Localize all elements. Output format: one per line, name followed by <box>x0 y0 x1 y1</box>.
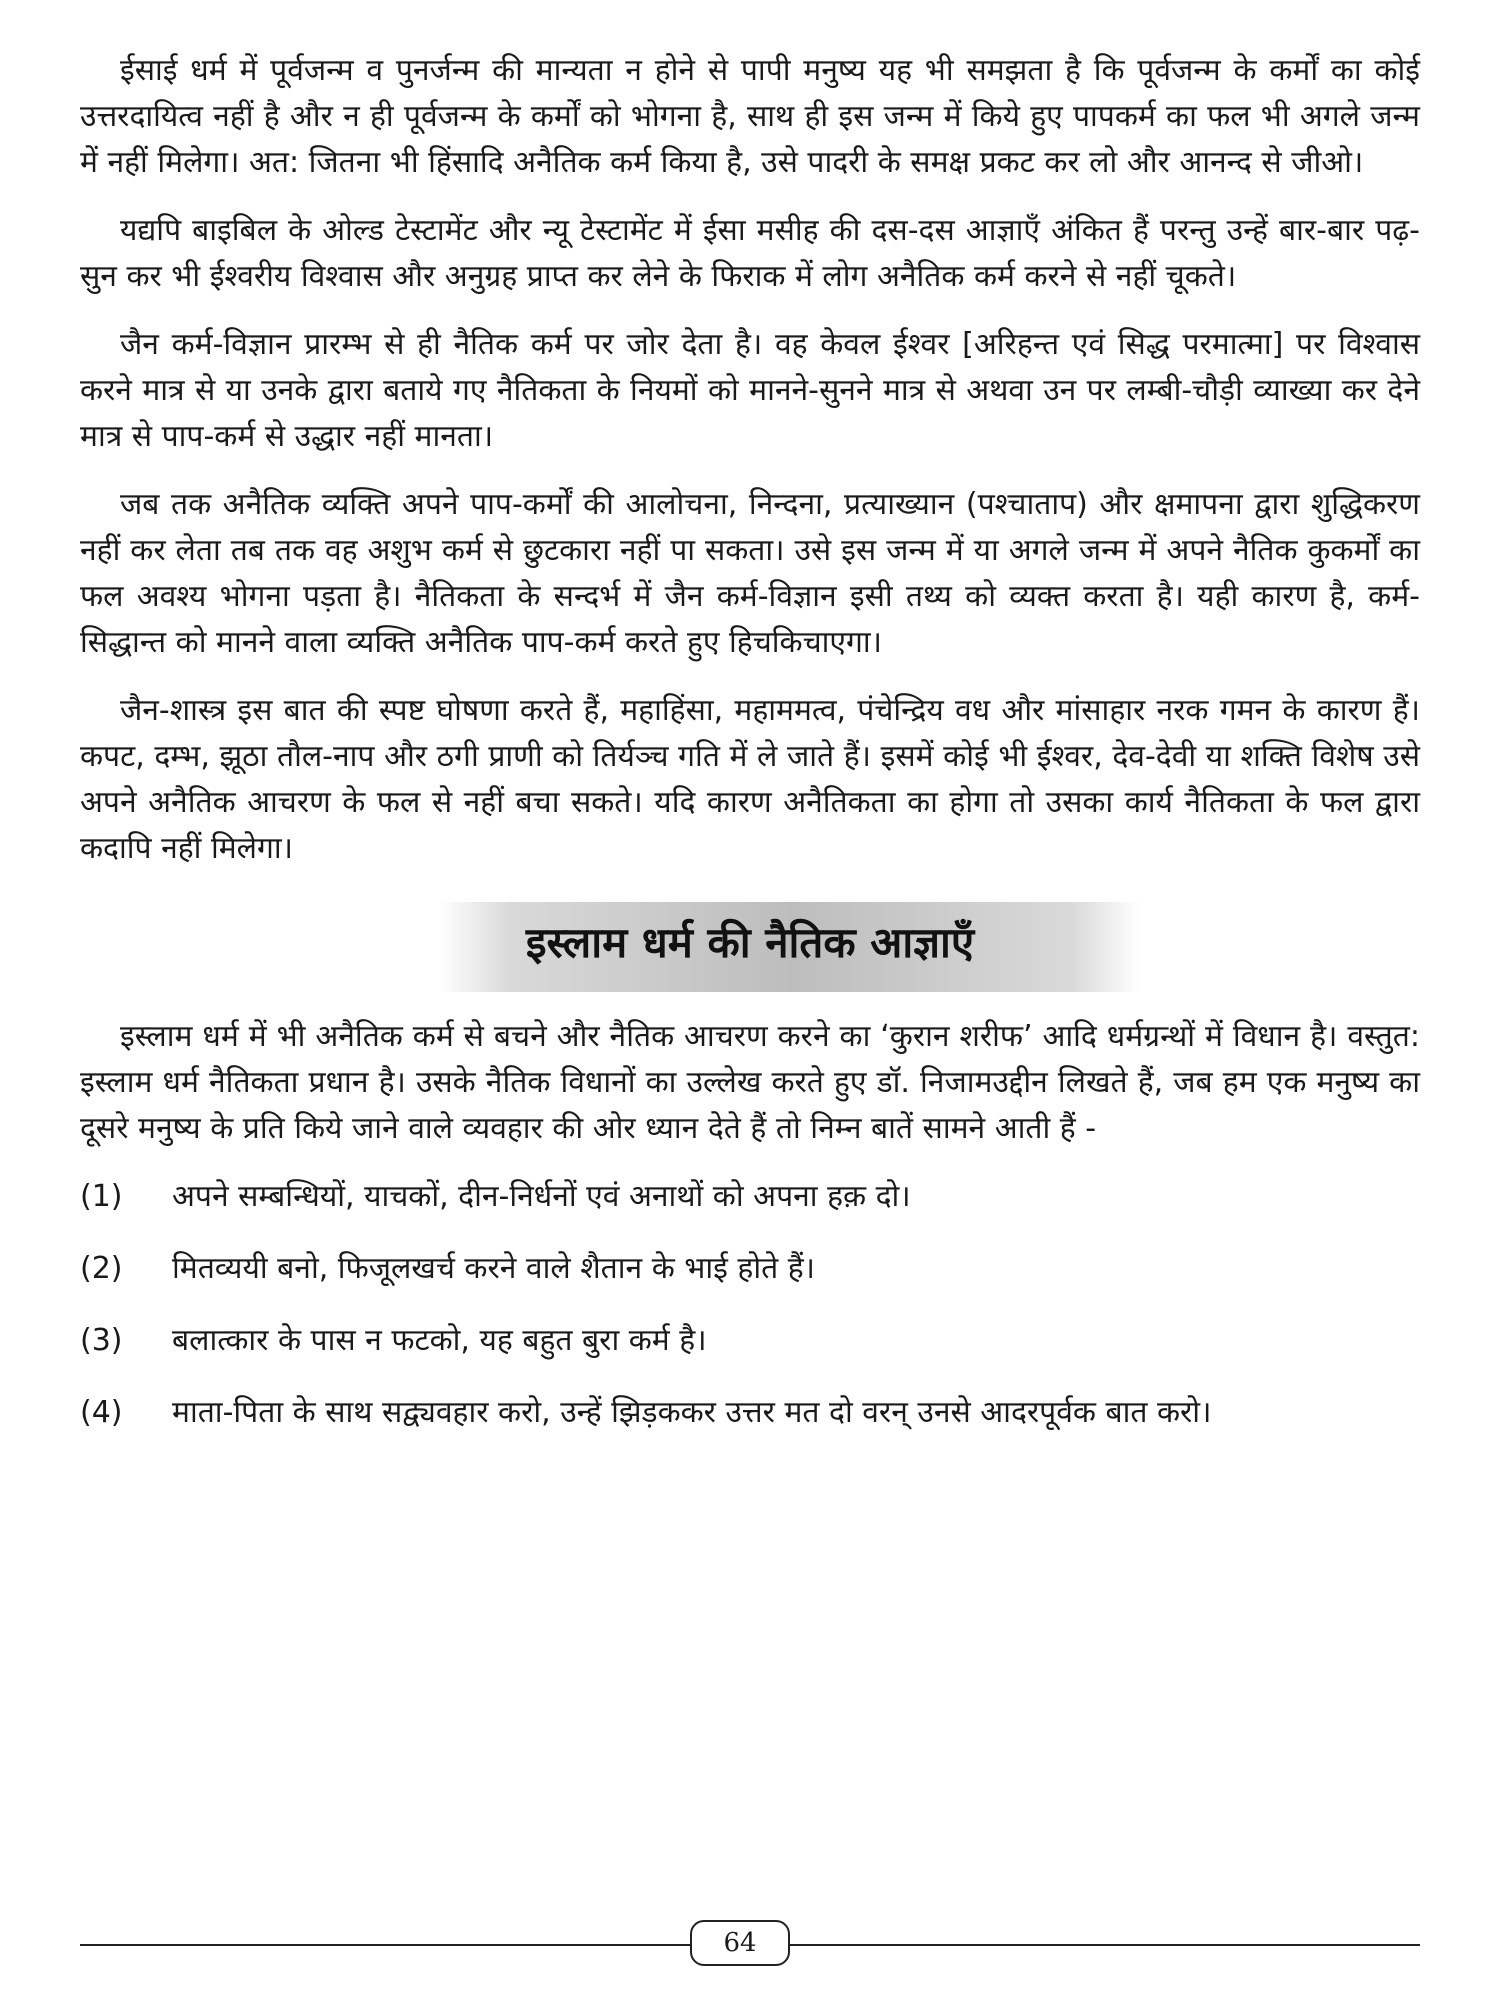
paragraph-jain-karma-science: जैन कर्म-विज्ञान प्रारम्भ से ही नैतिक कर्म पर जोर देता है। वह केवल ईश्वर [अरिहन्त एवं सिद्ध परमात्मा] पर विश्वास करने मात्र से या उनके द्वारा बताये गए नैतिकता के नियमों को मानने-सुनने मात्र से अथवा उन पर लम्बी-चौड़ी व्याख्या कर देने मात्र से पाप-कर्म से उद्धार नहीं मानता। <box>80 327 1420 454</box>
list-item-number: (3) <box>80 1323 123 1358</box>
paragraph-jain-scriptures: जैन-शास्त्र इस बात की स्पष्ट घोषणा करते हैं, महाहिंसा, महाममत्व, पंचेन्द्रिय वध और मांसाहार नरक गमन के कारण हैं। कपट, दम्भ, झूठा तौल-नाप और ठगी प्राणी को तिर्यञ्च गति में ले जाते हैं। इसमें कोई भी ईश्वर, देव-देवी या शक्ति विशेष उसे अपने अनैतिक आचरण के फल से नहीं बचा सकते। यदि कारण अनैतिकता का होगा तो उसका कार्य नैतिकता के फल द्वारा कदापि नहीं मिलेगा। <box>80 693 1420 866</box>
list-item-number: (4) <box>80 1395 123 1430</box>
list-item-number: (2) <box>80 1251 123 1286</box>
list-item-text: मितव्ययी बनो, फिजूलखर्च करने वाले शैतान के भाई होते हैं। <box>172 1251 816 1286</box>
paragraph-christianity-rebirth: ईसाई धर्म में पूर्वजन्म व पुनर्जन्म की मान्यता न होने से पापी मनुष्य यह भी समझता है कि पूर्वजन्म के कर्मों का कोई उत्तरदायित्व नहीं है और न ही पूर्वजन्म के कर्मों को भोगना है, साथ ही इस जन्म में किये हुए पापकर्म का फल भी अगले जन्म में नहीं मिलेगा। अत: जितना भी हिंसादि अनैतिक कर्म किया है, उसे पादरी के समक्ष प्रकट कर लो और आनन्द से जीओ। <box>80 53 1420 180</box>
page-footer <box>80 1920 1420 1970</box>
list-item-text: अपने सम्बन्धियों, याचकों, दीन-निर्धनों एवं अनाथों को अपना हक़ दो। <box>172 1179 911 1214</box>
paragraph-repentance: जब तक अनैतिक व्यक्ति अपने पाप-कर्मों की आलोचना, निन्दना, प्रत्याख्यान (पश्चाताप) और क्षमापना द्वारा शुद्धिकरण नहीं कर लेता तब तक वह अशुभ कर्म से छुटकारा नहीं पा सकता। उसे इस जन्म में या अगले जन्म में अपने नैतिक कुकर्मों का फल अवश्य भोगना पड़ता है। नैतिकता के सन्दर्भ में जैन कर्म-विज्ञान इसी तथ्य को व्यक्त करता है। यही कारण है, कर्म-सिद्धान्त को मानने वाला व्यक्ति अनैतिक पाप-कर्म करते हुए हिचकिचाएगा। <box>80 487 1420 660</box>
section-heading-block <box>80 894 1420 1004</box>
section-heading: इस्लाम धर्म की नैतिक आज्ञाएँ <box>525 918 975 967</box>
list-item <box>80 1174 1420 1220</box>
paragraph-islam-ethics: इस्लाम धर्म में भी अनैतिक कर्म से बचने और नैतिक आचरण करने का ‘कुरान शरीफ’ आदि धर्मग्रन्थों में विधान है। वस्तुत: इस्लाम धर्म नैतिकता प्रधान है। उसके नैतिक विधानों का उल्लेख करते हुए डॉ. निजामउद्दीन लिखते हैं, जब हम एक मनुष्य का दूसरे मनुष्य के प्रति किये जाने वाले व्यवहार की ओर ध्यान देते हैं तो निम्न बातें सामने आती हैं - <box>80 1019 1420 1146</box>
list-item-text: बलात्कार के पास न फटको, यह बहुत बुरा कर्म है। <box>172 1323 707 1358</box>
ethics-list <box>80 1174 1420 1436</box>
list-item <box>80 1246 1420 1292</box>
page-number: 64 <box>690 1920 790 1966</box>
footer-rule-left <box>80 1944 690 1946</box>
footer-rule-right <box>790 1944 1420 1946</box>
list-item-number: (1) <box>80 1179 123 1214</box>
list-item <box>80 1390 1420 1436</box>
list-item <box>80 1318 1420 1364</box>
paragraph-bible-commandments: यद्यपि बाइबिल के ओल्ड टेस्टामेंट और न्यू टेस्टामेंट में ईसा मसीह की दस-दस आज्ञाएँ अंकित हैं परन्तु उन्हें बार-बार पढ़-सुन कर भी ईश्वरीय विश्वास और अनुग्रह प्राप्त कर लेने के फिराक में लोग अनैतिक कर्म करने से नहीं चूकते। <box>80 213 1420 294</box>
list-item-text: माता-पिता के साथ सद्व्यवहार करो, उन्हें झिड़ककर उत्तर मत दो वरन् उनसे आदरपूर्वक बात करो। <box>172 1395 1212 1430</box>
